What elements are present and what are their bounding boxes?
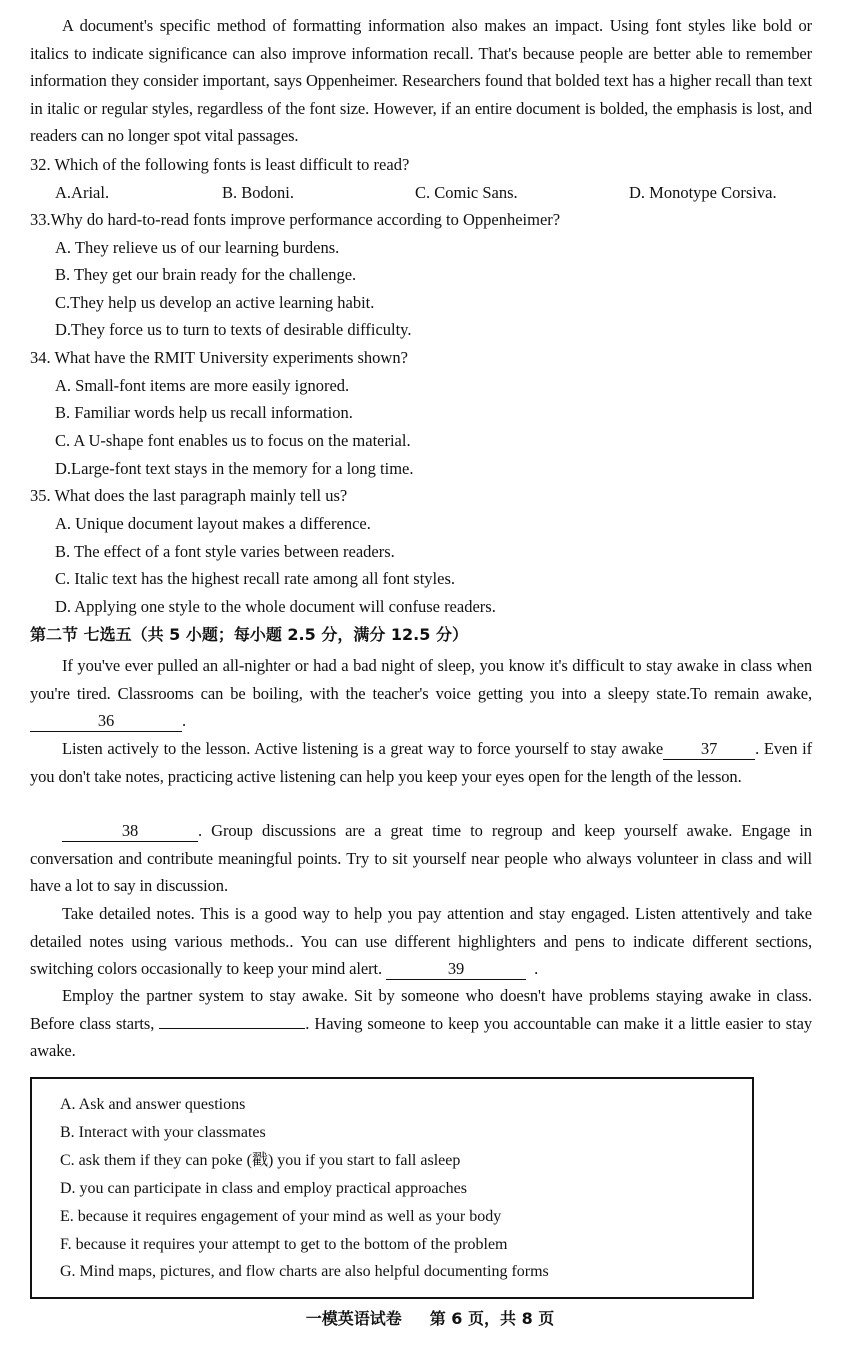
cloze-paragraph-3 — [30, 817, 812, 900]
footer-exam-title: 一模英语试卷 — [305, 1309, 402, 1328]
q34-option-a[interactable]: A. Small-font items are more easily ignored. — [55, 376, 350, 395]
choice-a[interactable]: A. Ask and answer questions — [60, 1096, 246, 1113]
passage-paragraph: A document's specific method of formatting information also makes an impact. Using font styles like bold or italics to indicate significance can also improve information recall. That's because people are better able to remember information they consider important, says Oppenheimer. Researchers found that bolded text has a higher recall than text in italic or regular styles, regardless of the font size. However, if an entire document is bolded, the emphasis is lost, and readers can no longer spot vital passages. — [30, 16, 812, 145]
q34-option-c[interactable]: C. A U-shape font enables us to focus on the material. — [55, 431, 411, 450]
section-heading: 第二节 七选五（共 5 小题；每小题 2.5 分，满分 12.5 分） — [30, 625, 468, 644]
q34-option-d[interactable]: D.Large-font text stays in the memory for a long time. — [55, 459, 414, 478]
cloze-p2-text: Listen actively to the lesson. Active listening is a great way to force yourself to stay awake — [62, 739, 664, 758]
q33-option-c[interactable]: C.They help us develop an active learning habit. — [55, 293, 375, 312]
blank-39[interactable]: 39 — [386, 959, 526, 980]
choice-b[interactable]: B. Interact with your classmates — [60, 1124, 266, 1141]
cloze-p1-after: . — [182, 711, 187, 730]
q33-option-b[interactable]: B. They get our brain ready for the challenge. — [55, 265, 357, 284]
question-34-stem: 34. What have the RMIT University experiments shown? — [30, 348, 408, 367]
cloze-p3-text: . Group discussions are a great time to regroup and keep yourself awake. Engage in conversation and contribute meaningful points. Try to sit yourself near people who always volunteer in class and will have a lot to say in discussion. — [30, 821, 812, 895]
question-32-stem: 32. Which of the following fonts is least difficult to read? — [30, 155, 410, 174]
q32-option-a[interactable]: A.Arial. — [55, 183, 110, 202]
q33-option-d[interactable]: D.They force us to turn to texts of desirable difficulty. — [55, 320, 412, 339]
q32-option-b[interactable]: B. Bodoni. — [222, 183, 294, 202]
choices-box — [30, 1077, 754, 1299]
choice-d[interactable]: D. you can participate in class and employ practical approaches — [60, 1180, 467, 1197]
q35-option-d[interactable]: D. Applying one style to the whole document will confuse readers. — [55, 597, 496, 616]
q35-option-a[interactable]: A. Unique document layout makes a difference. — [55, 514, 371, 533]
blank-38[interactable]: 38 — [62, 821, 198, 842]
q33-option-a[interactable]: A. They relieve us of our learning burdens. — [55, 238, 340, 257]
q35-option-c[interactable]: C. Italic text has the highest recall rate among all font styles. — [55, 569, 456, 588]
cloze-p4-text: Take detailed notes. This is a good way to help you pay attention and stay engaged. Listen attentively and take detailed notes using various methods.. You can use different highlighters and pens to indicate different sections, switching colors occasionally to keep your mind alert. — [30, 904, 812, 978]
question-32-options — [55, 179, 815, 207]
q35-option-b[interactable]: B. The effect of a font style varies between readers. — [55, 542, 395, 561]
q32-option-d[interactable]: D. Monotype Corsiva. — [629, 183, 777, 202]
choice-f[interactable]: F. because it requires your attempt to get to the bottom of the problem — [60, 1236, 508, 1253]
q34-option-b[interactable]: B. Familiar words help us recall information. — [55, 403, 353, 422]
footer-page-number: 第 6 页，共 8 页 — [429, 1309, 555, 1328]
choice-e[interactable]: E. because it requires engagement of your mind as well as your body — [60, 1208, 502, 1225]
page-footer — [0, 1306, 860, 1332]
cloze-p5-after: . Having someone to keep you accountable can make it a little easier to stay awake. — [30, 1013, 812, 1060]
cloze-p4-after: . — [534, 959, 539, 978]
choice-c[interactable]: C. ask them if they can poke (戳) you if you start to fall asleep — [60, 1152, 461, 1169]
blank-40[interactable] — [159, 1028, 305, 1029]
cloze-paragraph-5 — [30, 982, 812, 1065]
blank-37[interactable]: 37 — [663, 739, 755, 760]
cloze-paragraph-1 — [30, 652, 812, 735]
cloze-paragraph-2 — [30, 735, 812, 790]
cloze-p2-after: . Even if you don't take notes, practicing active listening can help you keep your eyes open for the length of the lesson. — [30, 739, 812, 786]
question-33-stem: 33.Why do hard-to-read fonts improve performance according to Oppenheimer? — [30, 210, 561, 229]
question-35-stem: 35. What does the last paragraph mainly tell us? — [30, 486, 348, 505]
cloze-paragraph-4 — [30, 900, 812, 983]
q32-option-c[interactable]: C. Comic Sans. — [415, 183, 518, 202]
cloze-p1-text: If you've ever pulled an all-nighter or had a bad night of sleep, you know it's difficult to stay awake in class when you're tired. Classrooms can be boiling, with the teacher's voice getting you into a sleepy state.To remain awake, — [30, 656, 812, 703]
blank-36[interactable]: 36 — [30, 711, 182, 732]
choice-g[interactable]: G. Mind maps, pictures, and flow charts are also helpful documenting forms — [60, 1263, 549, 1280]
cloze-p5-text: Employ the partner system to stay awake. Sit by someone who doesn't have problems staying awake in class. Before class starts, — [30, 986, 812, 1033]
